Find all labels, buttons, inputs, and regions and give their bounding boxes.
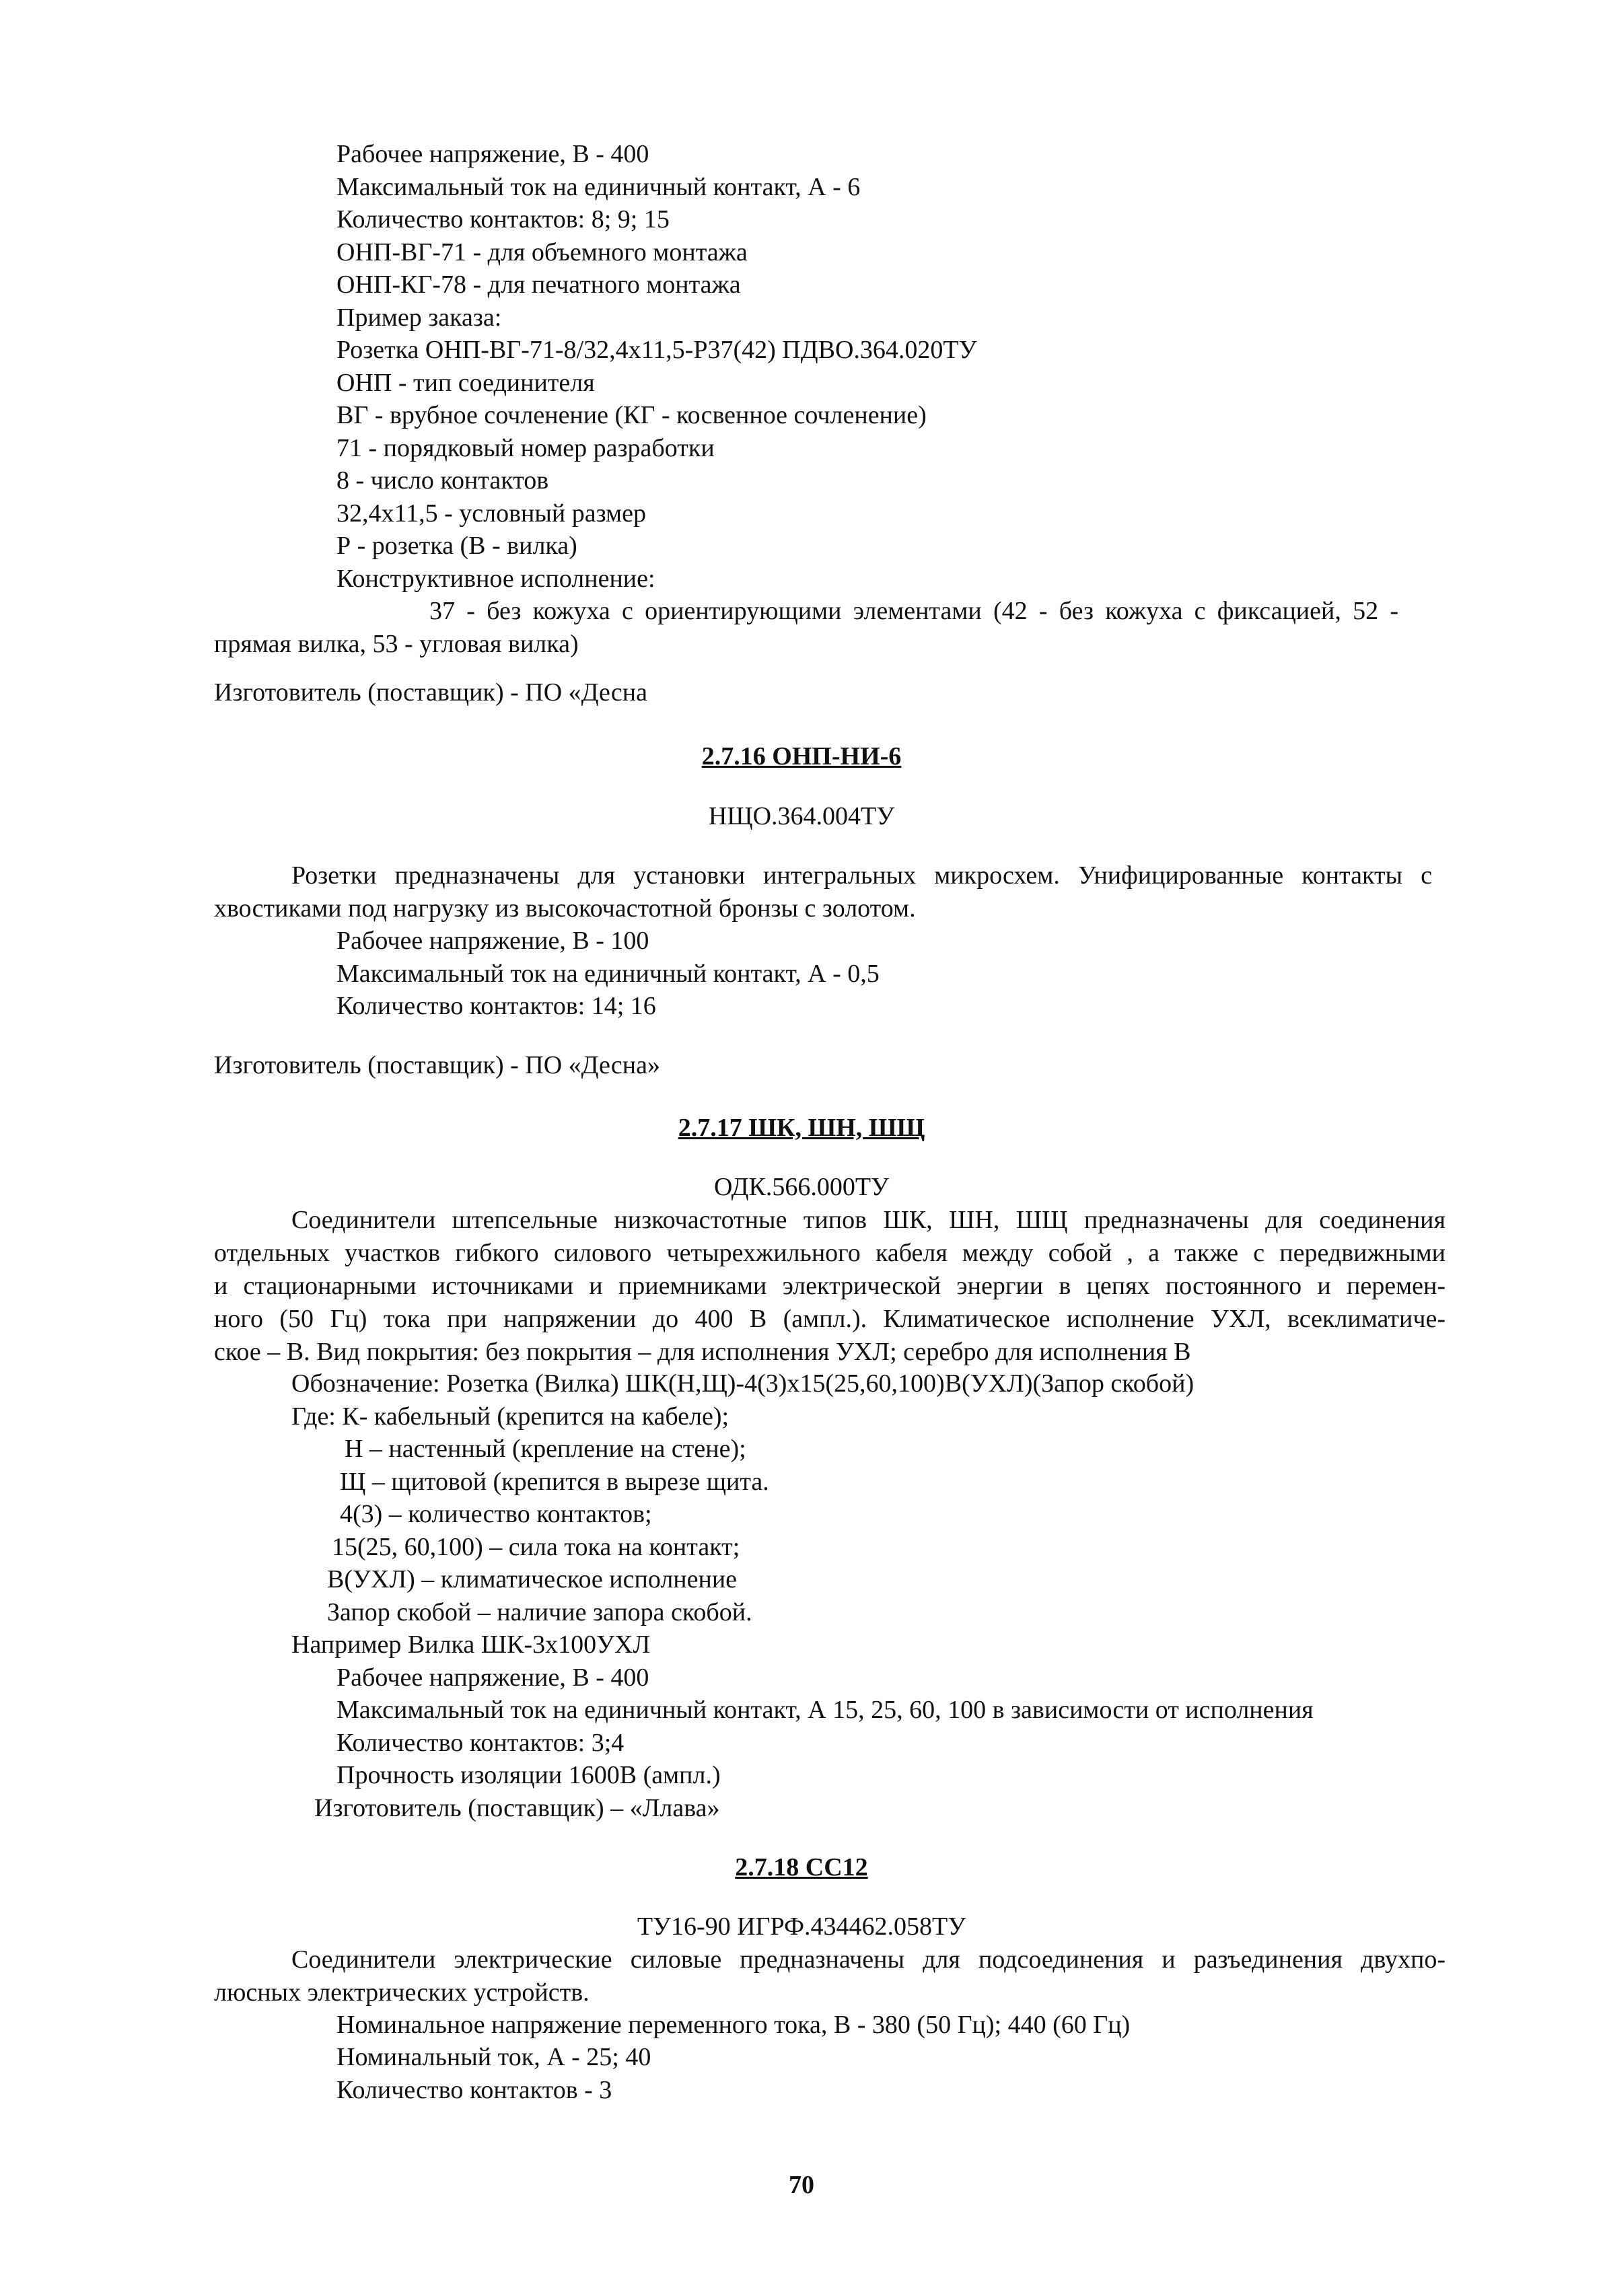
paragraph-line: и стационарными источниками и приемниками электрической энергии в цепях постоянного и перемен- bbox=[214, 1272, 1446, 1300]
where-line: Щ – щитовой (крепится в вырезе щита. bbox=[340, 1468, 769, 1496]
spec-line: ВГ - врубное сочленение (КГ - косвенное сочленение) bbox=[336, 401, 927, 429]
designation-line: Обозначение: Розетка (Вилка) ШК(Н,Щ)-4(3)х15(25,60,100)В(УХЛ)(Запор скобой) bbox=[291, 1369, 1195, 1398]
spec-line: Количество контактов: 8; 9; 15 bbox=[336, 205, 670, 234]
paragraph-line: 37 - без кожуха с ориентирующими элементами (42 - без кожуха с фиксацией, 52 - bbox=[429, 597, 1398, 625]
spec-line: ОНП-ВГ-71 - для объемного монтажа bbox=[336, 238, 748, 266]
spec-line: Количество контактов: 3;4 bbox=[336, 1729, 625, 1757]
spec-line: Розетка ОНП-ВГ-71-8/32,4х11,5-Р37(42) ПДВО.364.020ТУ bbox=[336, 336, 977, 364]
section-heading: 2.7.18 СС12 bbox=[735, 1853, 868, 1881]
paragraph-line: хвостиками под нагрузку из высокочастотной бронзы с золотом. bbox=[214, 894, 916, 923]
where-line: В(УХЛ) – климатическое исполнение bbox=[327, 1565, 738, 1593]
spec-line: Количество контактов: 14; 16 bbox=[336, 992, 656, 1020]
paragraph-line: Розетки предназначены для установки интегральных микросхем. Унифицированные контакты с bbox=[291, 861, 1432, 890]
manufacturer-line: Изготовитель (поставщик) - ПО «Десна bbox=[214, 678, 647, 707]
description-paragraph bbox=[214, 1943, 1446, 2009]
spec-line: Максимальный ток на единичный контакт, А 15, 25, 60, 100 в зависимости от исполнения bbox=[336, 1696, 1314, 1724]
spec-line: Номинальный ток, А - 25; 40 bbox=[336, 2043, 651, 2071]
where-line: 4(3) – количество контактов; bbox=[340, 1500, 652, 1528]
paragraph-line: Соединители штепсельные низкочастотные типов ШК, ШН, ШЩ предназначены для соединения bbox=[291, 1206, 1446, 1234]
spec-line: 71 - порядковый номер разработки bbox=[336, 434, 715, 462]
paragraph-line: люсных электрических устройств. bbox=[214, 1978, 590, 2007]
spec-line: Максимальный ток на единичный контакт, А - 6 bbox=[336, 173, 861, 201]
spec-line: 8 - число контактов bbox=[336, 466, 549, 495]
manufacturer-line: Изготовитель (поставщик) – «Ллава» bbox=[314, 1794, 720, 1822]
paragraph-line: ское – В. Вид покрытия: без покрытия – для исполнения УХЛ; серебро для исполнения В bbox=[214, 1338, 1191, 1366]
page-number: 70 bbox=[789, 2171, 814, 2199]
spec-line: Рабочее напряжение, В - 400 bbox=[336, 1663, 649, 1692]
paragraph-line: ного (50 Гц) тока при напряжении до 400 В (ампл.). Климатическое исполнение УХЛ, всеклиматиче- bbox=[214, 1305, 1446, 1333]
spec-line: Рабочее напряжение, В - 400 bbox=[336, 140, 649, 168]
section-heading: 2.7.17 ШК, ШН, ШЩ bbox=[678, 1114, 925, 1142]
spec-line: Рабочее напряжение, В - 100 bbox=[336, 927, 649, 955]
spec-line: ОНП-КГ-78 - для печатного монтажа bbox=[336, 271, 741, 299]
spec-line: Прочность изоляции 1600В (ампл.) bbox=[336, 1761, 721, 1789]
variant-paragraph bbox=[214, 595, 1398, 661]
spec-line: Р - розетка (В - вилка) bbox=[336, 532, 577, 560]
spec-line: Конструктивное исполнение: bbox=[336, 565, 655, 593]
spec-line: Максимальный ток на единичный контакт, А - 0,5 bbox=[336, 960, 880, 988]
where-line: 15(25, 60,100) – сила тока на контакт; bbox=[332, 1533, 740, 1561]
spec-code: НЩО.364.004ТУ bbox=[708, 802, 895, 830]
spec-code: ОДК.566.000ТУ bbox=[714, 1173, 889, 1201]
manufacturer-line: Изготовитель (поставщик) - ПО «Десна» bbox=[214, 1051, 660, 1079]
spec-line: ОНП - тип соединителя bbox=[336, 369, 595, 397]
spec-line: Пример заказа: bbox=[336, 303, 502, 332]
description-paragraph bbox=[214, 1204, 1446, 1369]
paragraph-line: прямая вилка, 53 - угловая вилка) bbox=[214, 630, 579, 658]
spec-line: Номинальное напряжение переменного тока, В - 380 (50 Гц); 440 (60 Гц) bbox=[336, 2011, 1131, 2039]
where-line: Где: К- кабельный (крепится на кабеле); bbox=[291, 1402, 729, 1431]
spec-line: 32,4х11,5 - условный размер bbox=[336, 499, 646, 528]
paragraph-line: отдельных участков гибкого силового четырехжильного кабеля между собой , а также с передвижными bbox=[214, 1239, 1446, 1267]
example-line: Например Вилка ШК-3х100УХЛ bbox=[291, 1630, 651, 1659]
where-line: Н – настенный (крепление на стене); bbox=[345, 1435, 746, 1463]
paragraph-line: Соединители электрические силовые предназначены для подсоединения и разъединения двухпо- bbox=[291, 1945, 1446, 1974]
section-heading: 2.7.16 ОНП-НИ-6 bbox=[701, 742, 902, 770]
where-line: Запор скобой – наличие запора скобой. bbox=[327, 1598, 752, 1626]
spec-line: Количество контактов - 3 bbox=[336, 2076, 612, 2104]
description-paragraph bbox=[214, 859, 1432, 925]
spec-code: ТУ16-90 ИГРФ.434462.058ТУ bbox=[637, 1912, 966, 1941]
